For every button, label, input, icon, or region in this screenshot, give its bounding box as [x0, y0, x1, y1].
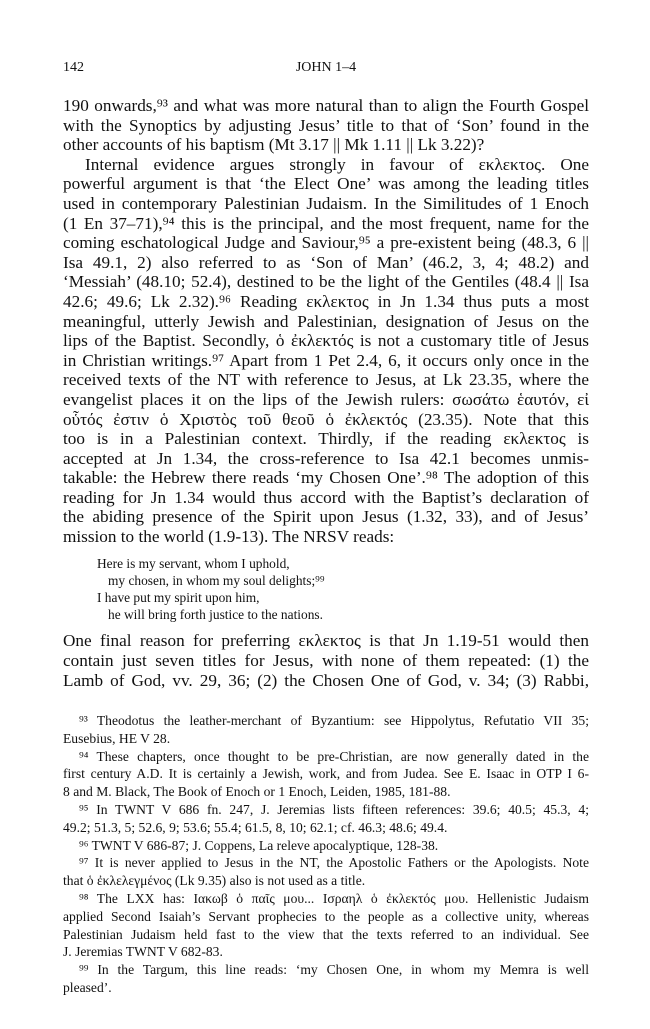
body-line: mission to the world (1.9-13). The NRSV reads:	[63, 527, 395, 547]
quote-line: my chosen, in whom my soul delights;⁹⁹	[108, 572, 325, 588]
footnote-line: ⁹⁸ The LXX has: Ιακωβ ὁ παῖς μου... Ισραηλ ὁ ἐκλεκτός μου. Hellenistic Judaism	[79, 890, 589, 906]
body-line: evangelist places it on the lips of the Jewish rulers: σωσάτω ἑαυτόν, εἰ	[63, 389, 589, 409]
page-header	[63, 60, 589, 80]
footnote-line: Palestinian Judaism held fast to the view that the texts referred to an individual. See	[63, 926, 589, 942]
body-line: takable: the Hebrew there reads ‘my Chosen One’.⁹⁸ The adoption of this	[63, 468, 589, 488]
body-line: received texts of the NT with reference to Jesus, at Lk 23.35, where the	[63, 370, 589, 390]
footnote-line: 49.2; 51.3, 5; 52.6, 9; 53.6; 55.4; 61.5, 8, 10; 62.1; cf. 46.3; 48.6; 49.4.	[63, 819, 448, 835]
footnotes	[63, 712, 589, 997]
body-line: too is in a Palestinian context. Thirdly, if the reading εκλεκτος is	[63, 429, 589, 449]
body-line: 190 onwards,⁹³ and what was more natural than to align the Fourth Gospel	[63, 96, 589, 115]
footnote-line: that ὁ ἐκλελεγμένος (Lk 9.35) also is not used as a title.	[63, 873, 366, 889]
footnote-line: ⁹³ Theodotus the leather-merchant of Byzantium: see Hippolytus, Refutatio VII 35;	[79, 713, 589, 728]
body-line: powerful argument is that ‘the Elect One’ was among the leading titles	[63, 174, 589, 194]
body-line: Lamb of God, vv. 29, 36; (2) the Chosen One of God, v. 34; (3) Rabbi,	[63, 670, 589, 690]
body-line: contain just seven titles for Jesus, with none of them repeated: (1) the	[63, 651, 589, 671]
footnote-line: 8 and M. Black, The Book of Enoch or 1 Enoch, Leiden, 1985, 181-88.	[63, 784, 451, 800]
body-line: in Christian writings.⁹⁷ Apart from 1 Pet 2.4, 6, it occurs only once in the	[63, 350, 589, 370]
body-line: other accounts of his baptism (Mt 3.17 || Mk 1.11 || Lk 3.22)?	[63, 135, 485, 155]
footnote-line: pleased’.	[63, 979, 112, 995]
footnote-line: ⁹⁷ It is never applied to Jesus in the NT, the Apostolic Fathers or the Apologists. Note	[79, 855, 589, 871]
body-line: 42.6; 49.6; Lk 2.32).⁹⁶ Reading εκλεκτος in Jn 1.34 thus puts a most	[63, 291, 589, 311]
body-line: with the Synoptics by adjusting Jesus’ title to that of ‘Son’ found in the	[63, 115, 589, 135]
footnote-line: Eusebius, HE V 28.	[63, 730, 171, 746]
body-line: οὗτός ἐστιν ὁ Χριστὸς τοῦ θεοῦ ὁ ἐκλεκτός (23.35). Note that this	[63, 409, 589, 429]
quote-line: he will bring forth justice to the nations.	[108, 607, 323, 623]
main-text	[63, 96, 589, 690]
footnote-line: first century A.D. It is certainly a Jewish, work, and from Judea. See E. Isaac in OTP I 6-	[63, 766, 589, 782]
body-line: lips of the Baptist. Secondly, ὁ ἐκλεκτός is not a customary title of Jesus	[63, 331, 589, 351]
quote-line: Here is my servant, whom I uphold,	[97, 555, 290, 571]
footnote-line: ⁹⁴ These chapters, once thought to be pre-Christian, are now generally dated in the	[79, 748, 589, 764]
body-line: Internal evidence argues strongly in favour of εκλεκτος. One	[85, 154, 589, 174]
page-number: 142	[63, 60, 84, 75]
footnote-line: ⁹⁹ In the Targum, this line reads: ‘my Chosen One, in whom my Memra is well	[79, 962, 589, 978]
body-line: the abiding presence of the Spirit upon Jesus (1.32, 33), and of Jesus’	[63, 507, 589, 527]
running-head: JOHN 1–4	[295, 60, 357, 75]
body-line: ‘Messiah’ (48.10; 52.4), destined to be the light of the Gentiles (48.4 || Isa	[63, 272, 589, 292]
quote-line: I have put my spirit upon him,	[97, 590, 260, 606]
footnote-line: J. Jeremias TWNT V 682-83.	[63, 944, 223, 960]
footnote-line: applied Second Isaiah’s Servant prophecies to the people as a collective unity, whereas	[63, 908, 589, 924]
body-line: meaningful, utterly Jewish and Palestinian, designation of Jesus on the	[63, 311, 589, 331]
block-quote	[97, 555, 589, 624]
body-line: coming eschatological Judge and Saviour,⁹⁵ a pre-existent being (48.3, 6 ||	[63, 233, 589, 253]
footnote-line: ⁹⁶ TWNT V 686-87; J. Coppens, La releve apocalyptique, 128-38.	[79, 837, 439, 853]
body-line: Isa 49.1, 2) also referred to as ‘Son of Man’ (46.2, 3, 4; 48.2) and	[63, 252, 589, 272]
body-line: One final reason for preferring εκλεκτος is that Jn 1.19-51 would then	[63, 631, 589, 651]
body-line: accepted at Jn 1.34, the cross-reference to Isa 42.1 becomes unmis-	[63, 448, 589, 468]
footnote-line: ⁹⁵ In TWNT V 686 fn. 247, J. Jeremias lists fifteen references: 39.6; 40.5; 45.3, 4;	[79, 801, 589, 817]
body-line: (1 En 37–71),⁹⁴ this is the principal, and the most frequent, name for the	[63, 213, 589, 233]
body-line: reading for Jn 1.34 would thus accord with the Baptist’s declaration of	[63, 487, 589, 507]
body-line: used in contemporary Palestinian Judaism. In the Similitudes of 1 Enoch	[63, 193, 589, 213]
